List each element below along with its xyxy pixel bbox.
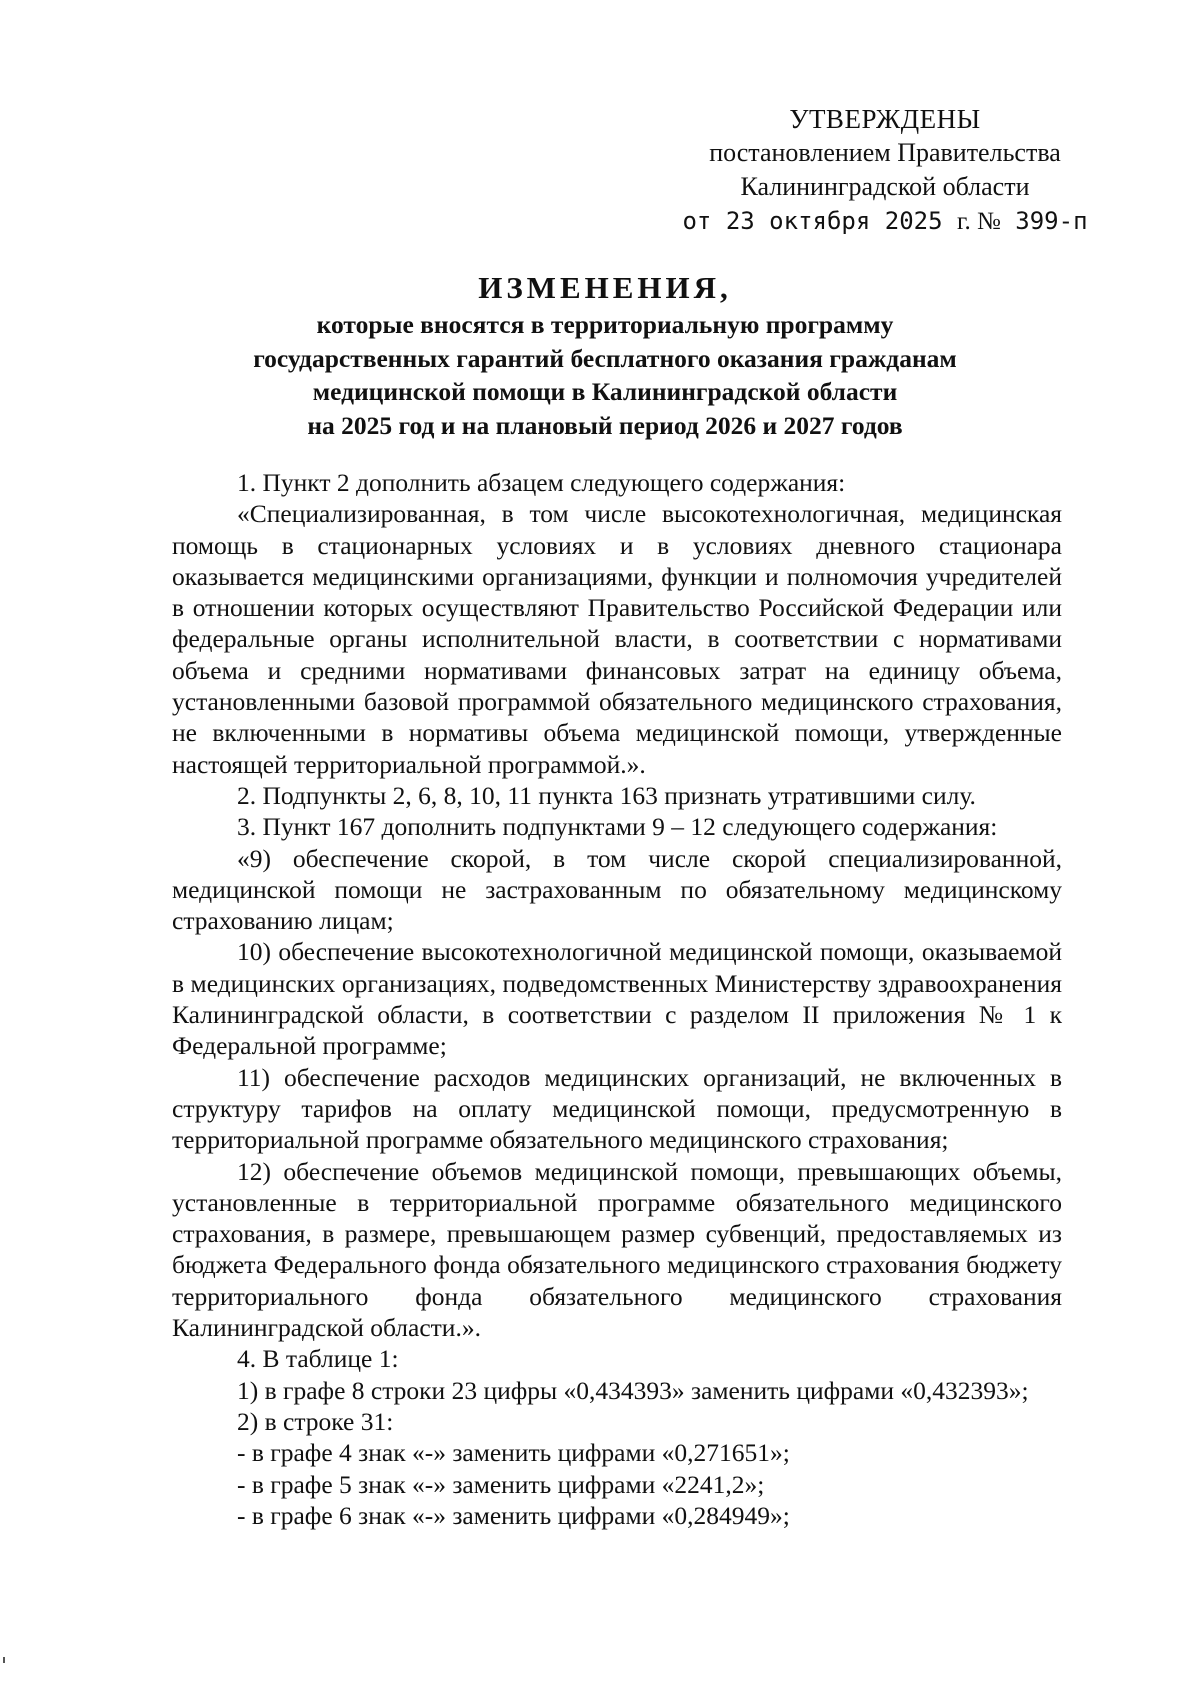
paragraph: 10) обеспечение высокотехнологичной медицинской помощи, оказываемой в медицинских организациях, подведомственных Министерству здравоохранения Калининградской области, в соответствии с разделом II приложения № 1 к Федеральной программе; <box>172 937 1062 1061</box>
paragraph: «Специализированная, в том числе высокотехнологичная, медицинская помощь в стационарных условиях и в условиях дневного стационара оказывается медицинскими организациями, функции и полномочия учредителей в отношении которых осуществляют Правительство Российской Федерации или федеральные органы исполнительной власти, в соответствии с нормативами объема и средними нормативами финансовых затрат на единицу объема, установленными базовой программой обязательного медицинского страхования, не включенными в нормативы объема медицинской помощи, утвержденные настоящей территориальной программой.». <box>172 499 1062 779</box>
approval-date-g: г. № <box>957 208 1001 235</box>
approval-block <box>640 102 1130 239</box>
heading-line: медицинской помощи в Калининградской области <box>312 377 898 406</box>
scan-mark <box>3 1657 5 1663</box>
paragraph: 11) обеспечение расходов медицинских организаций, не включенных в структуру тарифов на оплату медицинской помощи, предусмотренную в территориальной программе обязательного медицинского страхования; <box>172 1062 1062 1155</box>
paragraph: 2) в строке 31: <box>237 1406 394 1436</box>
heading-line: которые вносятся в территориальную программу <box>316 310 894 339</box>
paragraph: 12) обеспечение объемов медицинской помощи, превышающих объемы, установленные в территориальной программе обязательного медицинского страхования, в размере, превышающем размер субвенций, предоставляемых из бюджета Федерального фонда обязательного медицинского страхования бюджету территориального фонда обязательного медицинского страхования Калининградской области.». <box>172 1156 1062 1343</box>
paragraph: «9) обеспечение скорой, в том числе скорой специализированной, медицинской помощи не застрахованным по обязательному медицинскому страхованию лицам; <box>172 843 1062 936</box>
paragraph: - в графе 5 знак «-» заменить цифрами «2241,2»; <box>237 1469 765 1499</box>
paragraph: - в графе 6 знак «-» заменить цифрами «0,284949»; <box>237 1500 790 1530</box>
approval-number: 399-п <box>1015 207 1088 235</box>
heading-line: государственных гарантий бесплатного оказания гражданам <box>253 343 957 373</box>
paragraph: - в графе 4 знак «-» заменить цифрами «0,271651»; <box>237 1438 790 1468</box>
approval-date: от 23 октября 2025 <box>682 207 943 235</box>
heading-line: на 2025 год и на плановый период 2026 и 2027 годов <box>307 410 903 440</box>
paragraph: 4. В таблице 1: <box>237 1344 399 1374</box>
document-body <box>172 467 1062 1531</box>
approval-title: УТВЕРЖДЕНЫ <box>789 104 981 134</box>
paragraph: 1. Пункт 2 дополнить абзацем следующего содержания: <box>237 468 846 497</box>
approval-line-1: постановлением Правительства <box>709 138 1061 167</box>
paragraph: 3. Пункт 167 дополнить подпунктами 9 – 12 следующего содержания: <box>237 812 998 842</box>
approval-date-line <box>640 204 1130 239</box>
paragraph: 1) в графе 8 строки 23 цифры «0,434393» заменить цифрами «0,432393»; <box>237 1375 1029 1405</box>
document-heading <box>160 268 1050 442</box>
approval-line-2: Калининградской области <box>740 172 1030 201</box>
heading-main: ИЗМЕНЕНИЯ, <box>478 270 732 305</box>
paragraph: 2. Подпункты 2, 6, 8, 10, 11 пункта 163 признать утратившими силу. <box>237 780 976 810</box>
